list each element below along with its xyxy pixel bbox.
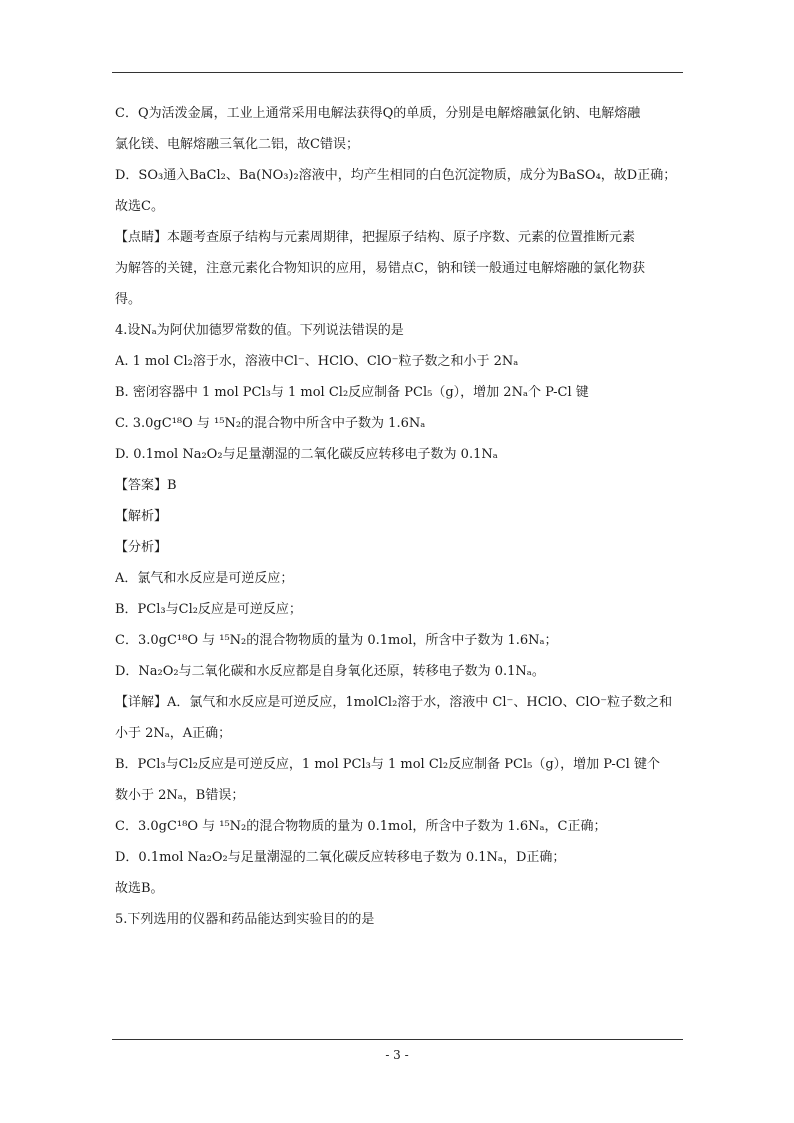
page-number: - 3 - bbox=[385, 1048, 409, 1062]
text-line: 小于 2Nₐ，A正确； bbox=[115, 726, 232, 741]
text-line: 为解答的关键，注意元素化合物知识的应用，易错点C，钠和镁一般通过电解熔融的氯化物获 bbox=[115, 261, 645, 276]
footer-rule bbox=[112, 1039, 683, 1040]
text-line: C．Q为活泼金属，工业上通常采用电解法获得Q的单质，分别是电解熔融氯化钠、电解熔融 bbox=[115, 106, 641, 121]
text-line: D．Na₂O₂与二氧化碳和水反应都是自身氧化还原，转移电子数为 0.1Nₐ。 bbox=[115, 664, 545, 679]
text-line: D．SO₃通入BaCl₂、Ba(NO₃)₂溶液中，均产生相同的白色沉淀物质，成分为BaSO₄，故D正确； bbox=[115, 168, 677, 183]
header-rule bbox=[112, 72, 683, 73]
text-line: B．PCl₃与Cl₂反应是可逆反应； bbox=[115, 602, 302, 617]
text-line: C．3.0gC¹⁸O 与 ¹⁵N₂的混合物物质的量为 0.1mol，所含中子数为 1.6Nₐ； bbox=[115, 633, 558, 648]
text-line: 故选B。 bbox=[115, 881, 164, 896]
text-line: 故选C。 bbox=[115, 199, 164, 214]
option-d: D. 0.1mol Na₂O₂与足量潮湿的二氧化碳反应转移电子数为 0.1Nₐ bbox=[115, 447, 498, 462]
text-line: D．0.1mol Na₂O₂与足量潮湿的二氧化碳反应转移电子数为 0.1Nₐ，D正确； bbox=[115, 850, 566, 865]
text-line: 得。 bbox=[115, 292, 142, 307]
text-line: A．氯气和水反应是可逆反应； bbox=[115, 571, 294, 586]
text-line: 数小于 2Nₐ，B错误； bbox=[115, 788, 245, 803]
text-line: 【详解】A．氯气和水反应是可逆反应，1molCl₂溶于水，溶液中 Cl⁻、HClO、ClO⁻粒子数之和 bbox=[115, 695, 673, 710]
text-line: C．3.0gC¹⁸O 与 ¹⁵N₂的混合物物质的量为 0.1mol，所含中子数为 1.6Nₐ，C正确； bbox=[115, 819, 607, 834]
option-b: B. 密闭容器中 1 mol PCl₃与 1 mol Cl₂反应制备 PCl₅（g），增加 2Nₐ个 P-Cl 键 bbox=[115, 385, 589, 400]
document-body bbox=[115, 98, 683, 935]
analysis-subheading: 【分析】 bbox=[115, 540, 168, 555]
text-line: 【点睛】本题考查原子结构与元素周期律，把握原子结构、原子序数、元素的位置推断元素 bbox=[115, 230, 636, 245]
text-line: 氯化镁、电解熔融三氧化二铝，故C错误； bbox=[115, 137, 359, 152]
text-line: B．PCl₃与Cl₂反应是可逆反应，1 mol PCl₃与 1 mol Cl₂反应制备 PCl₅（g），增加 P-Cl 键个 bbox=[115, 757, 660, 772]
option-a: A. 1 mol Cl₂溶于水，溶液中Cl⁻、HClO、ClO⁻粒子数之和小于 2Nₐ bbox=[115, 354, 519, 369]
answer-line: 【答案】B bbox=[115, 478, 177, 493]
option-c: C. 3.0gC¹⁸O 与 ¹⁵N₂的混合物中所含中子数为 1.6Nₐ bbox=[115, 416, 426, 431]
question-stem: 4.设Nₐ为阿伏加德罗常数的值。下列说法错误的是 bbox=[115, 323, 404, 338]
question-stem: 5.下列选用的仪器和药品能达到实验目的的是 bbox=[115, 912, 375, 927]
analysis-heading: 【解析】 bbox=[115, 509, 168, 524]
